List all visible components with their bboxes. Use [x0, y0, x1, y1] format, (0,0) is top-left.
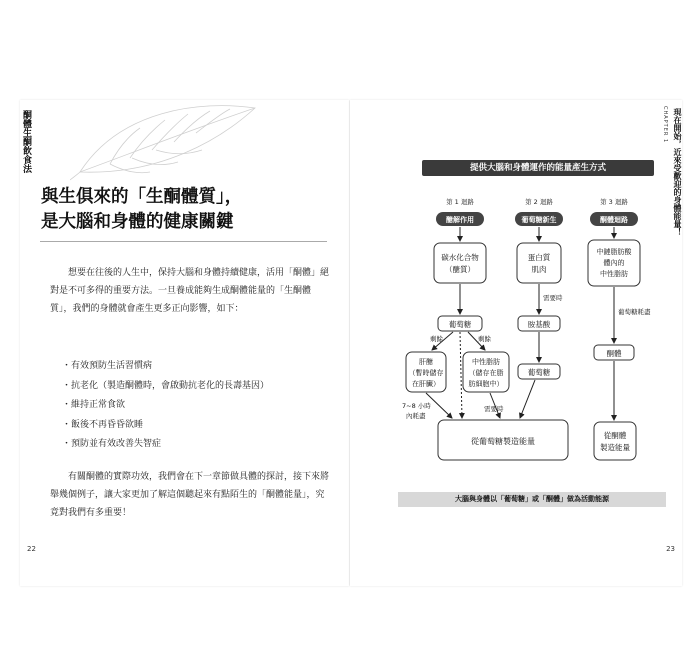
title-line-1: 與生俱來的「生酮體質」， [41, 187, 243, 207]
diagram-caption: 大腦與身體以「葡萄糖」或「酮體」做為活動能源 [455, 495, 609, 503]
node-protein [517, 243, 561, 283]
right-page [350, 100, 682, 586]
leaf-illustration [70, 100, 260, 185]
route-label-1: 第 1 迴路 [446, 198, 474, 206]
node-liver-line1: 肝醣 [419, 358, 433, 366]
edge-glucose-depleted: 葡萄糖耗盡 [618, 308, 651, 316]
benefit-list [62, 357, 269, 455]
node-glucose-left-label: 葡萄糖 [448, 320, 472, 329]
chapter-tag: CHAPTER 1 [662, 106, 668, 144]
node-amino-label: 胺基酸 [527, 320, 551, 329]
list-item: ・飯後不再昏昏欲睡 [62, 419, 144, 430]
running-head-left: 酮體生酮飲食法 [21, 110, 31, 173]
edge-surplus-right: 剩餘 [478, 335, 491, 343]
node-energy-ketone [594, 422, 636, 460]
node-carbs [434, 243, 486, 283]
edge-surplus-left: 剩餘 [430, 335, 443, 343]
left-page [20, 100, 349, 586]
node-protein-line2: 肌肉 [531, 265, 547, 274]
node-neutral-fat-line3: 肪細胞中） [468, 380, 504, 388]
node-carbs-line1: 碳水化合物 [441, 253, 479, 262]
running-head-right: 現在開始，近來受歡迎的身體能量！ [673, 108, 682, 236]
closing-paragraph: 有關酮體的實際功效，我們會在下一章節做具體的探討，接下來將舉幾個例子，讓大家更加了解這個聽起來有點陌生的「酮體能量」，究竟對我們有多重要！ [50, 472, 330, 518]
edge-needed-bottom: 需要時 [484, 405, 504, 413]
list-item: ・抗老化（製造酮體時，會啟動抗老化的長壽基因） [62, 380, 270, 391]
node-liver-line3: 在肝臟） [412, 380, 440, 388]
node-protein-line1: 蛋白質 [527, 253, 551, 262]
node-fat-line3: 中性脂肪 [600, 270, 628, 278]
page-number-left: 22 [27, 545, 36, 553]
route-name-3: 酮體迴路 [600, 216, 628, 224]
node-neutral-fat-line1: 中性脂肪 [472, 358, 500, 366]
edge-hours-line1: 7~8 小時 [402, 402, 431, 410]
edge-needed-top: 需要時 [543, 294, 563, 302]
title-line-2: 是大腦和身體的健康關鍵 [41, 212, 234, 232]
route-label-2: 第 2 迴路 [525, 198, 553, 206]
route-name-1: 醣解作用 [446, 216, 474, 224]
node-liver-line2: （暫時儲存 [408, 369, 444, 377]
node-fat-line2: 體內的 [603, 259, 625, 267]
title-divider [40, 241, 327, 242]
edge-hours-line2: 內耗盡 [406, 412, 426, 420]
page-title [41, 185, 242, 235]
node-neutral-fat-line2: （儲存在脂 [468, 369, 504, 377]
intro-paragraph: 想要在往後的人生中，保持大腦和身體持續健康，活用「酮體」絕對是不可多得的重要方法。一旦養成能夠生成酮體能量的「生酮體質」，我們的身體就會產生更多正向影響，如下： [50, 268, 330, 314]
energy-flow-diagram [350, 100, 682, 520]
node-glucose-mid-label: 葡萄糖 [527, 368, 551, 377]
node-energy-glucose-label: 從葡萄糖製造能量 [471, 437, 535, 446]
route-name-2: 葡萄糖新生 [521, 216, 557, 224]
node-fat-line1: 中鏈脂肪酸 [596, 248, 632, 256]
node-energy-ketone-line2: 製造能量 [600, 443, 630, 452]
list-item: ・預防並有效改善失智症 [62, 439, 162, 449]
node-ketone-label: 酮體 [606, 349, 622, 358]
node-carbs-line2: （醣質） [445, 265, 475, 274]
diagram-title: 提供大腦和身體運作的能量產生方式 [469, 163, 606, 173]
node-energy-ketone-line1: 從酮體 [603, 431, 627, 440]
page-number-right: 23 [666, 545, 675, 553]
route-label-3: 第 3 迴路 [600, 198, 628, 206]
list-item: ・有效預防生活習慣病 [62, 361, 153, 371]
list-item: ・維持正常食欲 [62, 400, 126, 410]
